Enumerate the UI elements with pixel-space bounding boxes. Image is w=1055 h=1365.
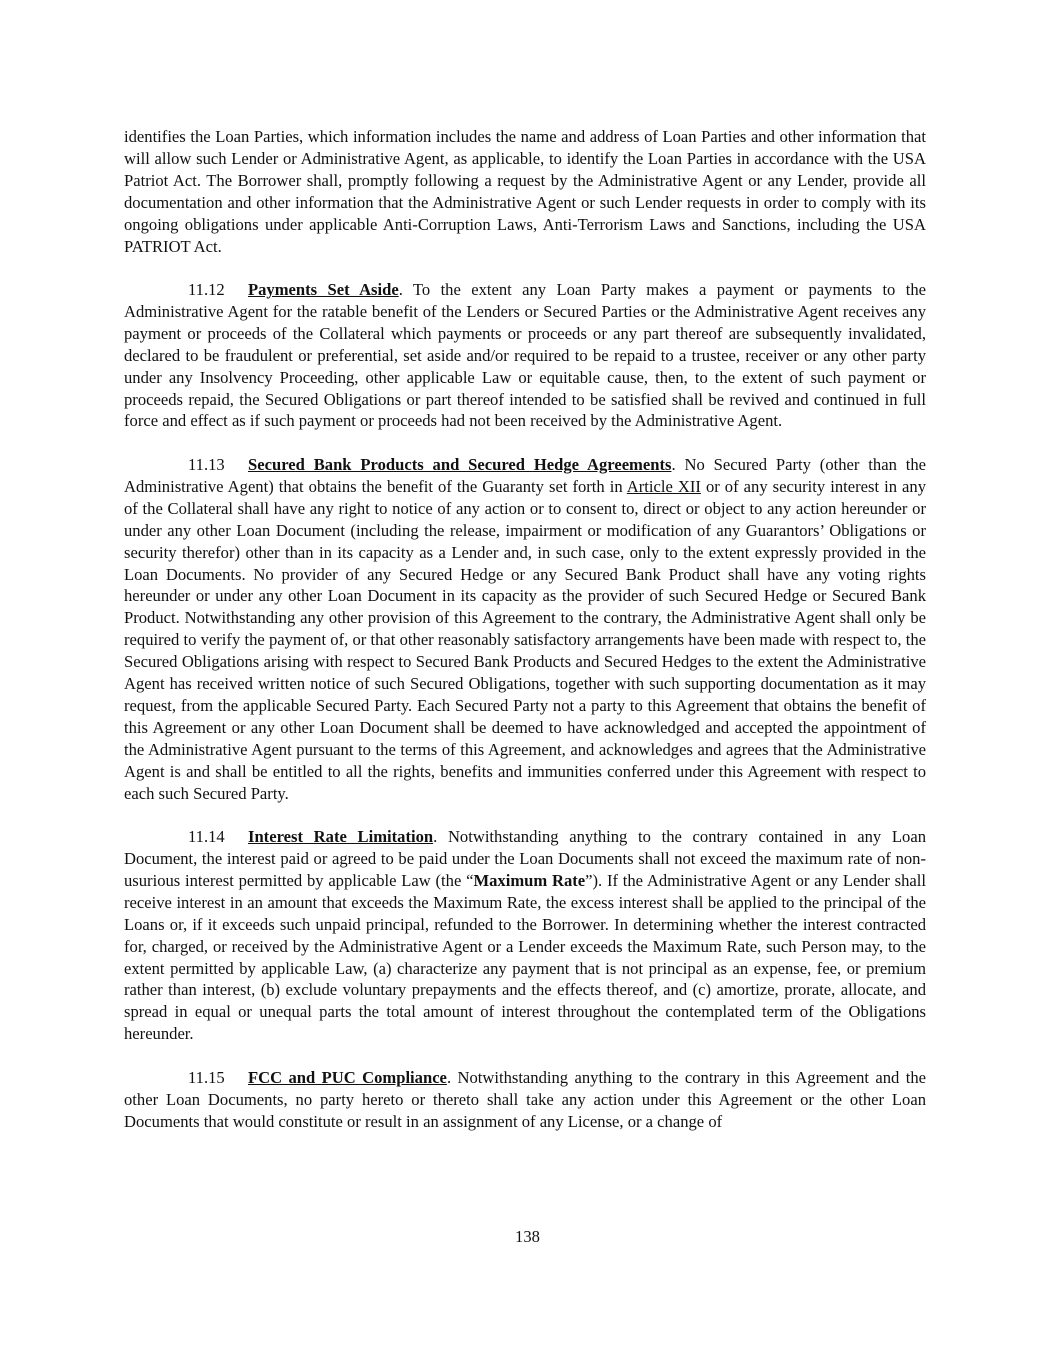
section-11-15 bbox=[124, 1067, 926, 1133]
section-number: 11.15 bbox=[188, 1067, 225, 1087]
article-reference: Article XII bbox=[626, 476, 701, 496]
section-number: 11.12 bbox=[188, 280, 225, 300]
section-body: . To the extent any Loan Party makes a payment or payments to the Administrative Agent for the ratable benefit of the Lenders or Secured Parties or the Administrative Agent receives any payment or proceeds of the Collateral which payments or proceeds or any part thereof are subsequently invalidated, declared to be fraudulent or preferential, set aside and/or required to be repaid to a trustee, receiver or any other party under any Insolvency Proceeding, other applicable Law or equitable cause, then, to the extent of such payment or proceeds repaid, the Secured Obligations or part thereof intended to be satisfied shall be revived and continued in full force and effect as if such payment or proceeds had not been received by the Administrative Agent. bbox=[124, 280, 926, 431]
section-heading: Secured Bank Products and Secured Hedge Agreements bbox=[248, 454, 672, 474]
page-number: 138 bbox=[515, 1227, 540, 1246]
section-heading: Interest Rate Limitation bbox=[248, 827, 434, 847]
section-body: ”). If the Administrative Agent or any Lender shall receive interest in an amount that exceeds the Maximum Rate, the excess interest shall be applied to the principal of the Loans or, if it exceeds such unpaid principal, refunded to the Borrower. In determining whether the interest contracted for, charged, or received by the Administrative Agent or a Lender exceeds the Maximum Rate, such Person may, to the extent permitted by applicable Law, (a) characterize any payment that is not principal as an expense, fee, or premium rather than interest, (b) exclude voluntary prepayments and the effects thereof, and (c) amortize, prorate, allocate, and spread in equal or unequal parts the total amount of interest throughout the contemplated term of the Obligations hereunder. bbox=[124, 870, 926, 1044]
section-heading: Payments Set Aside bbox=[248, 280, 399, 300]
defined-term: Maximum Rate bbox=[473, 870, 586, 890]
section-body: . Notwithstanding anything to the contrary in this Agreement and the other Loan Documents, no party hereto or thereto shall take any action under this Agreement or the other Loan Documents that would constitute or result in an assignment of any License, or a change of bbox=[124, 1067, 927, 1131]
section-body: . No Secured Party (other than the Administrative Agent) that obtains the benefit of the Guaranty set forth in bbox=[124, 454, 926, 496]
section-11-13 bbox=[124, 454, 926, 805]
section-heading: FCC and PUC Compliance bbox=[248, 1067, 447, 1087]
section-number: 11.13 bbox=[188, 454, 225, 474]
section-11-12 bbox=[124, 279, 926, 432]
paragraph-continuation: identifies the Loan Parties, which information includes the name and address of Loan Parties and other information that will allow such Lender or Administrative Agent, as applicable, to identify the Loan Parties in accordance with the USA Patriot Act. The Borrower shall, promptly following a request by the Administrative Agent or any Lender, provide all documentation and other information that the Administrative Agent or such Lender requests in order to comply with its ongoing obligations under applicable Anti-Corruption Laws, Anti-Terrorism Laws and Sanctions, including the USA PATRIOT Act. bbox=[124, 127, 926, 256]
section-11-14 bbox=[124, 826, 926, 1045]
document-page bbox=[124, 126, 926, 1154]
section-number: 11.14 bbox=[188, 827, 225, 847]
section-body: . Notwithstanding anything to the contrary contained in any Loan Document, the interest paid or agreed to be paid under the Loan Documents shall not exceed the maximum rate of non-usurious interest permitted by applicable Law (the “ bbox=[124, 827, 926, 890]
section-body: or of any security interest in any of the Collateral shall have any right to notice of any action or to consent to, direct or object to any action hereunder or under any other Loan Document (including the release, impairment or modification of any Guarantors’ Obligations or security therefor) other than in its capacity as a Lender and, in such case, only to the extent expressly provided in the Loan Documents. No provider of any Secured Hedge or any Secured Bank Product shall have any voting rights hereunder or under any other Loan Document in its capacity as the provider of such Secured Hedge or Secured Bank Product. Notwithstanding any other provision of this Agreement to the contrary, the Administrative Agent shall only be required to verify the payment of, or that other reasonably satisfactory arrangements have been made with respect to, the Secured Obligations arising with respect to Secured Bank Products and Secured Hedges to the extent the Administrative Agent has received written notice of such Secured Obligations, together with such supporting documentation as it may request, from the applicable Secured Party. Each Secured Party not a party to this Agreement that obtains the benefit of this Agreement or any other Loan Document shall be deemed to have acknowledged and accepted the appointment of the Administrative Agent pursuant to the terms of this Agreement, and acknowledges and agrees that the Administrative Agent is and shall be entitled to all the rights, benefits and immunities conferred under this Agreement with respect to each such Secured Party. bbox=[124, 476, 926, 803]
